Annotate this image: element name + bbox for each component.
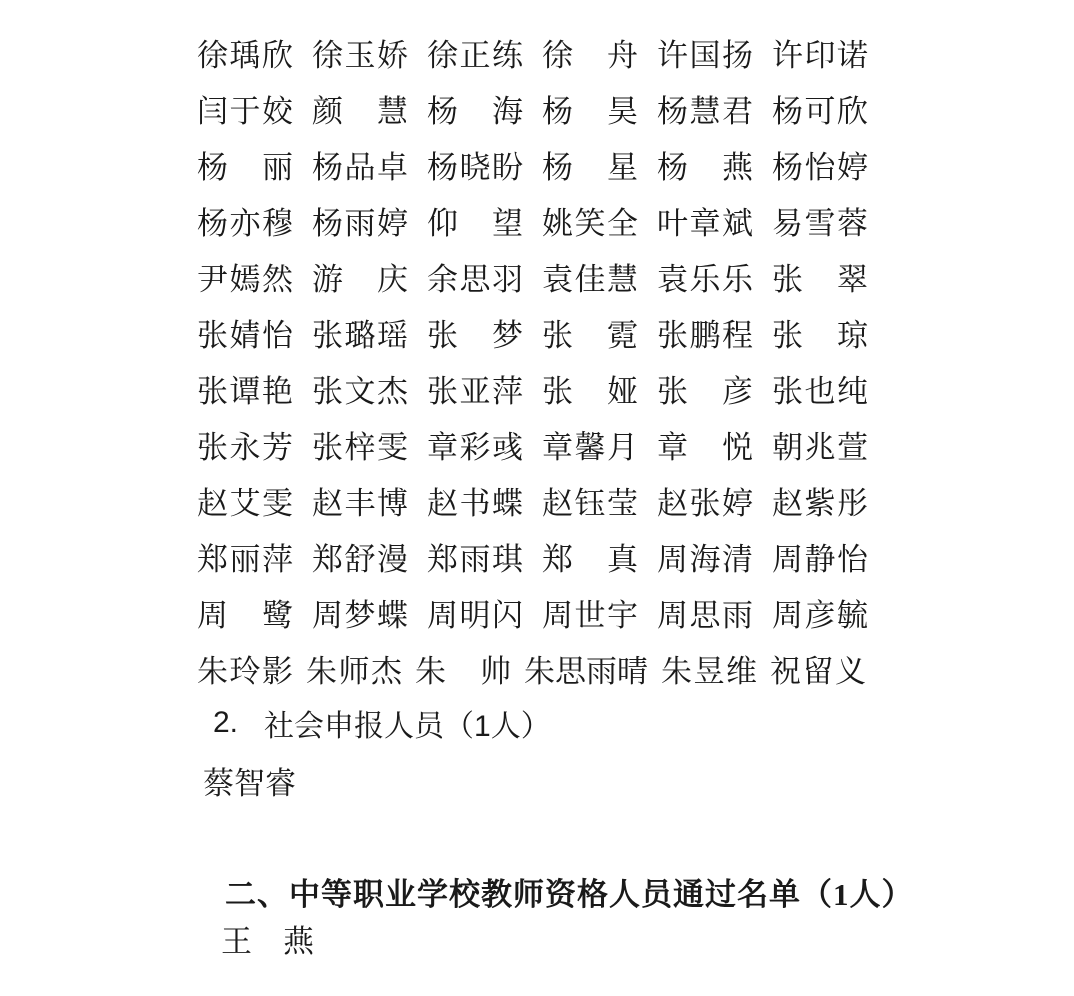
name-grid xyxy=(197,27,868,699)
person-name: 张也纯 xyxy=(772,373,868,409)
name-row xyxy=(197,251,868,307)
person-name: 袁乐乐 xyxy=(657,261,753,297)
person-name: 张 翠 xyxy=(772,261,868,297)
name-row xyxy=(197,83,868,139)
person-name: 徐玉娇 xyxy=(312,37,408,73)
person-name: 张永芳 xyxy=(197,429,293,465)
person-name: 周世宇 xyxy=(542,597,638,633)
person-name: 姚笑全 xyxy=(542,205,638,241)
person-name: 杨亦穆 xyxy=(197,205,293,241)
person-name: 朱思雨晴 xyxy=(524,653,648,689)
person-name: 朱师杰 xyxy=(306,653,402,689)
person-name: 游 庆 xyxy=(312,261,408,297)
person-name: 杨晓盼 xyxy=(427,149,523,185)
name-row xyxy=(197,363,868,419)
person-name: 祝留义 xyxy=(770,653,866,689)
person-name: 杨慧君 xyxy=(657,93,753,129)
person-name: 许印诺 xyxy=(772,37,868,73)
section-title: 社会申报人员（1人） xyxy=(264,710,551,743)
person-name: 朱 帅 xyxy=(415,653,511,689)
person-name: 赵书蝶 xyxy=(427,485,523,521)
society-section-heading xyxy=(213,700,551,746)
vocational-section-heading: 二、中等职业学校教师资格人员通过名单（1人） xyxy=(225,877,914,912)
person-name: 张 梦 xyxy=(427,317,523,353)
person-name: 张 琼 xyxy=(772,317,868,353)
person-name: 王 燕 xyxy=(221,924,314,959)
name-row xyxy=(197,587,868,643)
person-name: 余思羽 xyxy=(427,261,523,297)
name-row xyxy=(197,307,868,363)
person-name: 赵丰博 xyxy=(312,485,408,521)
person-name: 张鹏程 xyxy=(657,317,753,353)
person-name: 张婧怡 xyxy=(197,317,293,353)
person-name: 杨 昊 xyxy=(542,93,638,129)
person-name: 张璐瑶 xyxy=(312,317,408,353)
person-name: 周思雨 xyxy=(657,597,753,633)
section-number: 2. xyxy=(213,706,239,739)
person-name: 郑舒漫 xyxy=(312,541,408,577)
person-name: 朱昱维 xyxy=(661,653,757,689)
person-name: 张梓雯 xyxy=(312,429,408,465)
person-name: 徐正练 xyxy=(427,37,523,73)
person-name: 赵艾雯 xyxy=(197,485,293,521)
person-name: 周明闪 xyxy=(427,597,523,633)
person-name: 周梦蝶 xyxy=(312,597,408,633)
person-name: 张 霓 xyxy=(542,317,638,353)
person-name: 周海清 xyxy=(657,541,753,577)
person-name: 章彩彧 xyxy=(427,429,523,465)
person-name: 杨 燕 xyxy=(657,149,753,185)
person-name: 颜 慧 xyxy=(312,93,408,129)
person-name: 杨 海 xyxy=(427,93,523,129)
person-name: 杨 星 xyxy=(542,149,638,185)
name-row xyxy=(197,419,868,475)
person-name: 闫于姣 xyxy=(197,93,293,129)
person-name: 章 悦 xyxy=(657,429,753,465)
person-name: 赵钰莹 xyxy=(542,485,638,521)
name-row xyxy=(197,475,868,531)
name-row xyxy=(197,195,868,251)
person-name: 郑 真 xyxy=(542,541,638,577)
person-name: 朱玲影 xyxy=(197,653,293,689)
person-name: 张 彦 xyxy=(657,373,753,409)
person-name: 赵紫彤 xyxy=(772,485,868,521)
person-name: 周 鹭 xyxy=(197,597,293,633)
person-name: 杨 丽 xyxy=(197,149,293,185)
person-name: 徐瑀欣 xyxy=(197,37,293,73)
person-name: 张亚萍 xyxy=(427,373,523,409)
person-name: 许国扬 xyxy=(657,37,753,73)
person-name: 张 娅 xyxy=(542,373,638,409)
person-name: 徐 舟 xyxy=(542,37,638,73)
name-row xyxy=(197,27,868,83)
name-row xyxy=(197,643,868,699)
person-name: 仰 望 xyxy=(427,205,523,241)
person-name: 袁佳慧 xyxy=(542,261,638,297)
person-name: 张文杰 xyxy=(312,373,408,409)
person-name: 杨怡婷 xyxy=(772,149,868,185)
person-name: 易雪蓉 xyxy=(772,205,868,241)
person-name: 周静怡 xyxy=(772,541,868,577)
person-name: 叶章斌 xyxy=(657,205,753,241)
name-row xyxy=(197,531,868,587)
person-name: 尹嫣然 xyxy=(197,261,293,297)
name-row xyxy=(197,139,868,195)
person-name: 周彦毓 xyxy=(772,597,868,633)
person-name: 章馨月 xyxy=(542,429,638,465)
person-name: 张谭艳 xyxy=(197,373,293,409)
person-name: 赵张婷 xyxy=(657,485,753,521)
person-name: 杨可欣 xyxy=(772,93,868,129)
person-name: 郑雨琪 xyxy=(427,541,523,577)
person-name: 杨品卓 xyxy=(312,149,408,185)
person-name: 朝兆萱 xyxy=(772,429,868,465)
person-name: 蔡智睿 xyxy=(203,765,296,801)
person-name: 杨雨婷 xyxy=(312,205,408,241)
person-name: 郑丽萍 xyxy=(197,541,293,577)
